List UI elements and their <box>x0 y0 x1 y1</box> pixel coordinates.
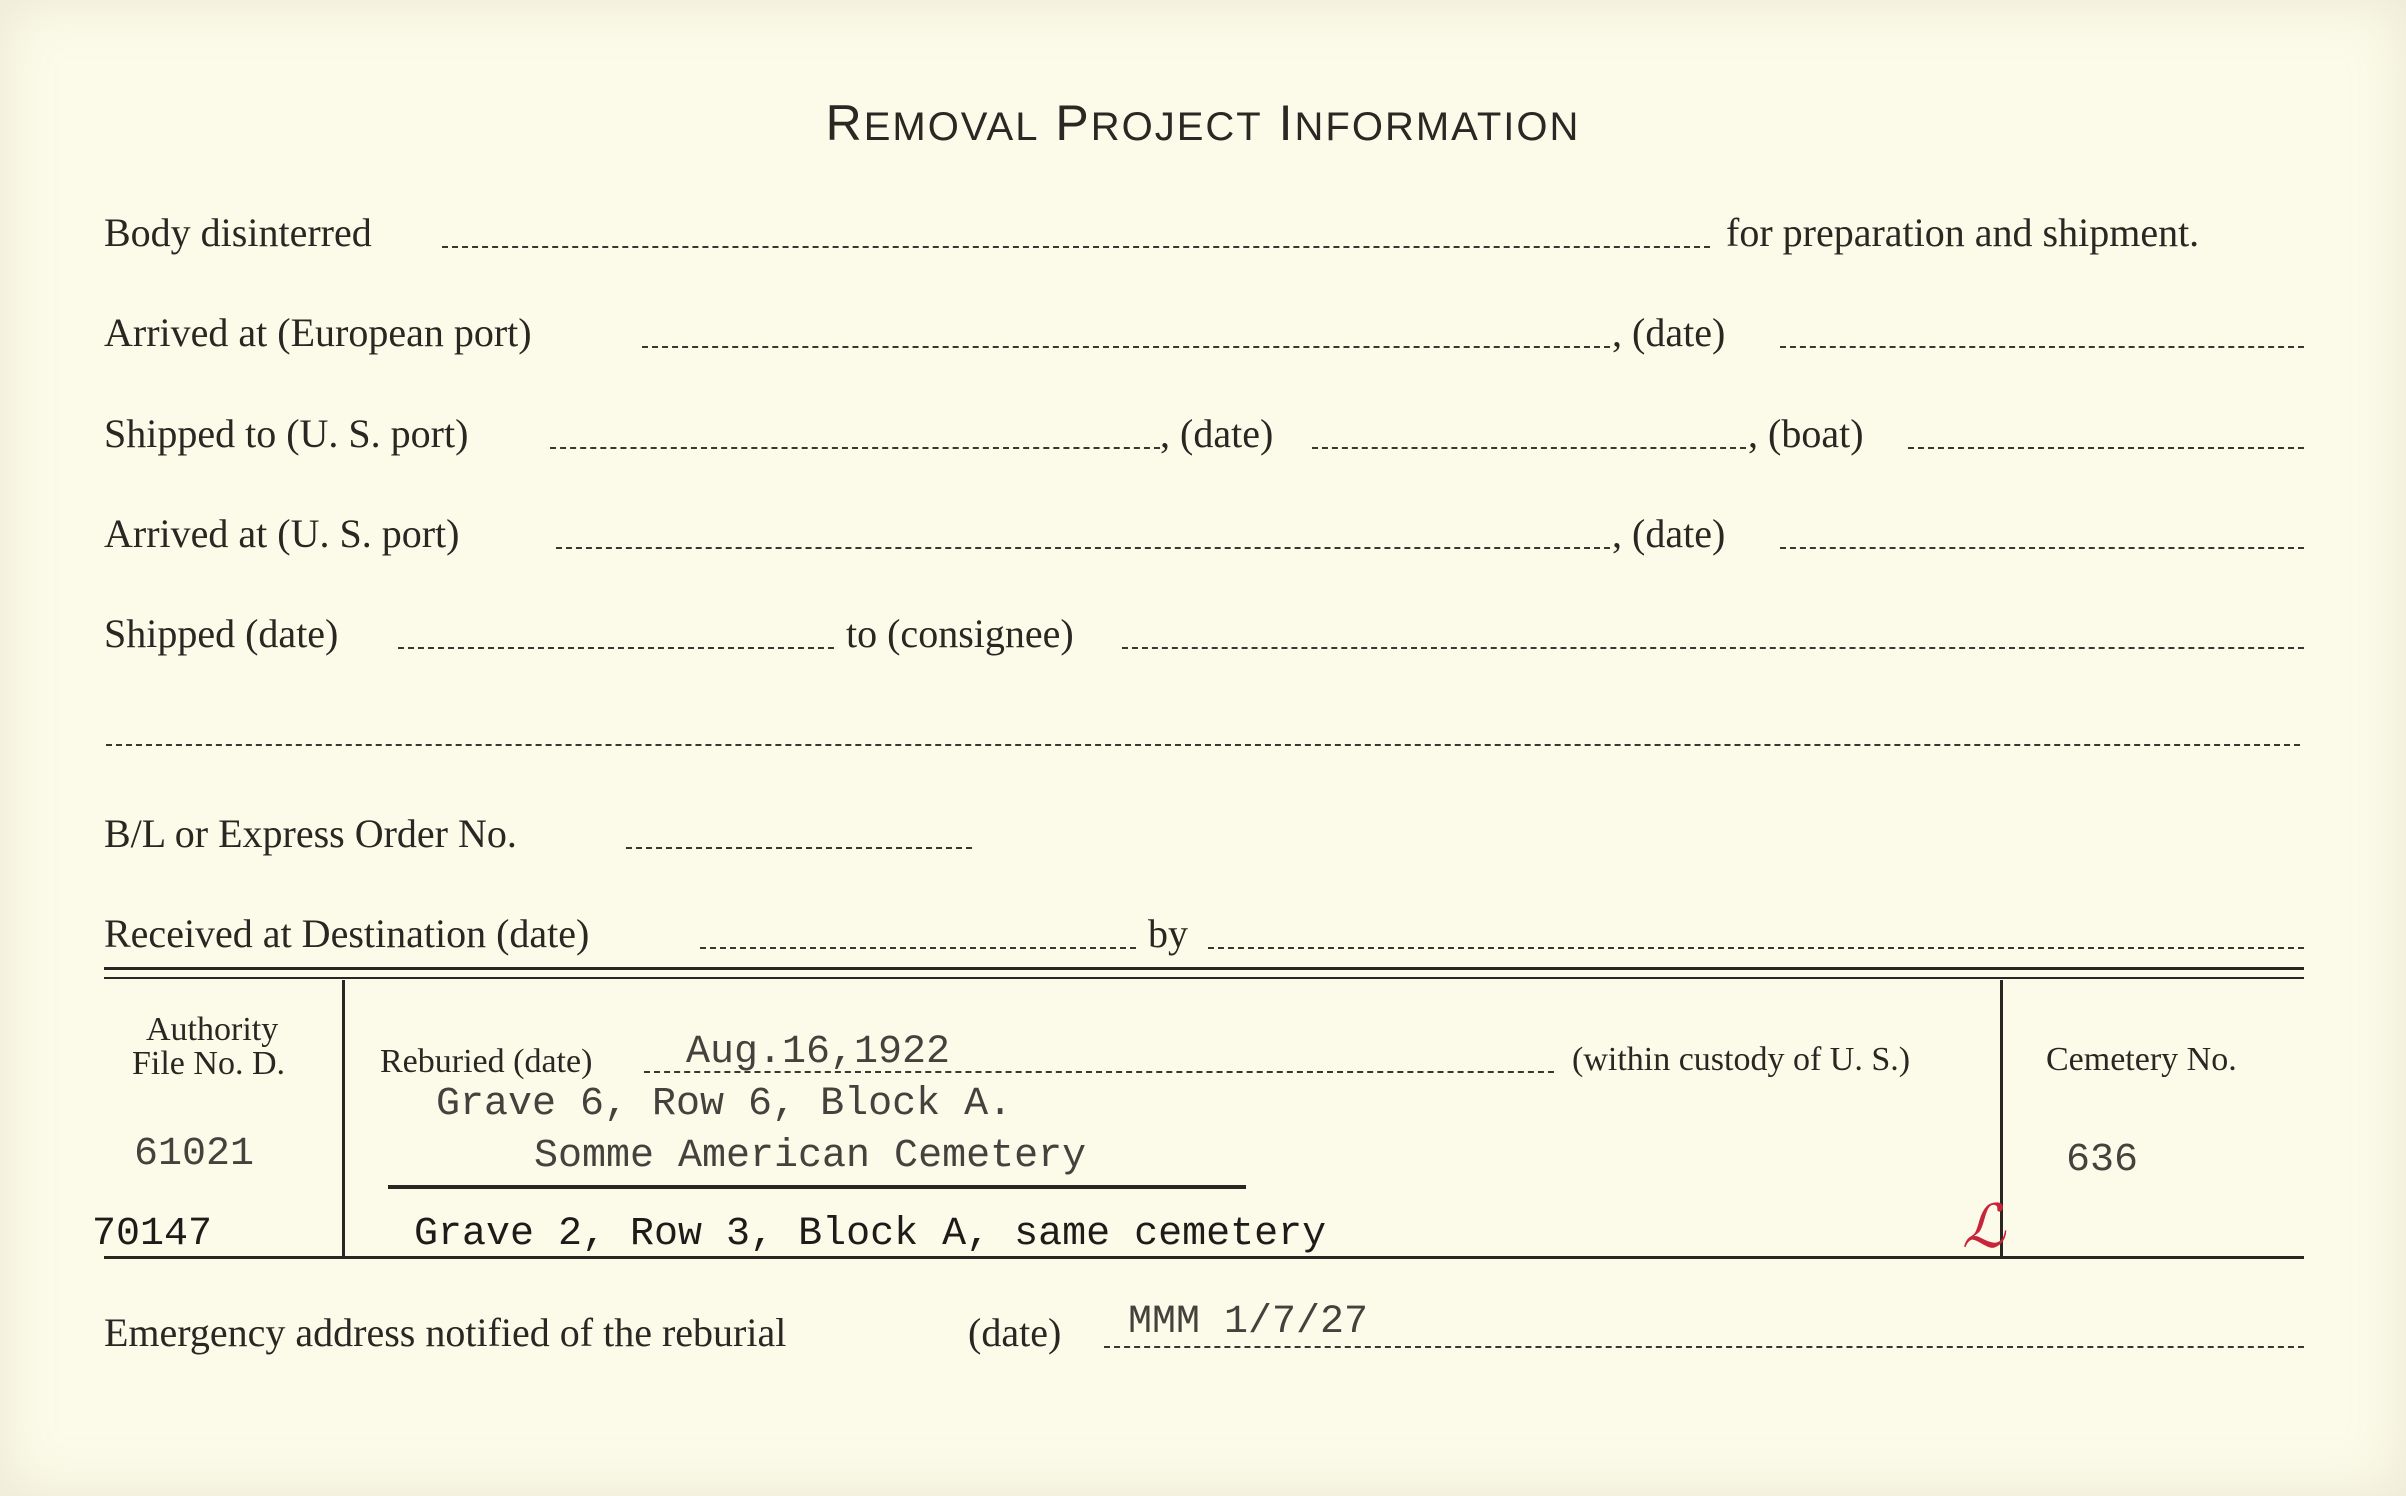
file-no-value-1: 61021 <box>134 1132 255 1177</box>
arrived-european-line <box>642 346 1610 348</box>
shipped-to-us-date-label: , (date) <box>1160 411 1274 456</box>
cemetery-no-value: 636 <box>2066 1138 2139 1183</box>
shipped-date-label: Shipped (date) <box>104 611 339 656</box>
emergency-date-label: (date) <box>968 1310 1062 1355</box>
grave-line-1: Grave 6, Row 6, Block A. <box>436 1082 1013 1127</box>
form-title <box>0 94 2406 152</box>
red-check-mark: ℒ <box>1962 1192 2006 1262</box>
boat-label: , (boat) <box>1748 411 1864 456</box>
body-disinterred-suffix: for preparation and shipment. <box>1726 210 2200 255</box>
shipped-to-us-date-line <box>1312 447 1746 449</box>
shipped-to-us-label: Shipped to (U. S. port) <box>104 411 469 456</box>
table-top-rule-1 <box>104 967 2304 970</box>
reburied-label: Reburied (date) <box>380 1043 593 1080</box>
grave-strikeout-rule <box>388 1185 1246 1189</box>
title-rest-roject: ROJECT <box>1090 105 1263 149</box>
consignee-line <box>1122 647 2304 649</box>
received-by-label: by <box>1148 911 1188 956</box>
arrived-european-date-label: , (date) <box>1612 310 1726 355</box>
arrived-us-label: Arrived at (U. S. port) <box>104 511 460 556</box>
emergency-label: Emergency address notified of the reburial <box>104 1310 787 1355</box>
emergency-date-line <box>1104 1346 2304 1348</box>
consignee-continuation-line <box>106 744 2300 746</box>
received-by-line <box>1208 947 2304 949</box>
shipped-date-line <box>398 647 834 649</box>
body-disinterred-label: Body disinterred <box>104 210 372 255</box>
received-date-line <box>700 947 1136 949</box>
arrived-european-label: Arrived at (European port) <box>104 310 532 355</box>
table-top-rule-2 <box>104 977 2304 979</box>
arrived-us-line <box>556 547 1610 549</box>
title-rest-emoval: EMOVAL <box>863 105 1040 149</box>
title-cap-p: P <box>1055 95 1091 151</box>
bl-order-line <box>626 847 972 849</box>
arrived-us-date-line <box>1780 547 2304 549</box>
title-cap-i: I <box>1278 95 1295 151</box>
to-consignee-label: to (consignee) <box>846 611 1074 656</box>
arrived-european-date-line <box>1780 346 2304 348</box>
table-bottom-rule <box>104 1256 2304 1259</box>
grave-line-2: Somme American Cemetery <box>534 1134 1087 1179</box>
title-cap-r: R <box>825 95 864 151</box>
arrived-us-date-label: , (date) <box>1612 511 1726 556</box>
file-no-value-2: 70147 <box>92 1212 213 1257</box>
boat-line <box>1908 447 2304 449</box>
table-divider-left <box>342 980 345 1258</box>
emergency-date-value: MMM 1/7/27 <box>1128 1300 1369 1345</box>
custody-note: (within custody of U. S.) <box>1572 1041 1911 1078</box>
cemetery-no-label: Cemetery No. <box>2046 1041 2237 1078</box>
received-label: Received at Destination (date) <box>104 911 590 956</box>
grave-line-3: Grave 2, Row 3, Block A, same cemetery <box>414 1212 1327 1257</box>
shipped-to-us-line <box>550 447 1160 449</box>
authority-label: Authority <box>146 1011 279 1048</box>
file-no-label: File No. D. <box>132 1045 285 1082</box>
title-rest-nformation: NFORMATION <box>1294 105 1581 149</box>
reburied-date-value: Aug.16,1922 <box>686 1030 951 1075</box>
bl-order-label: B/L or Express Order No. <box>104 811 517 856</box>
body-disinterred-line <box>442 246 1710 248</box>
